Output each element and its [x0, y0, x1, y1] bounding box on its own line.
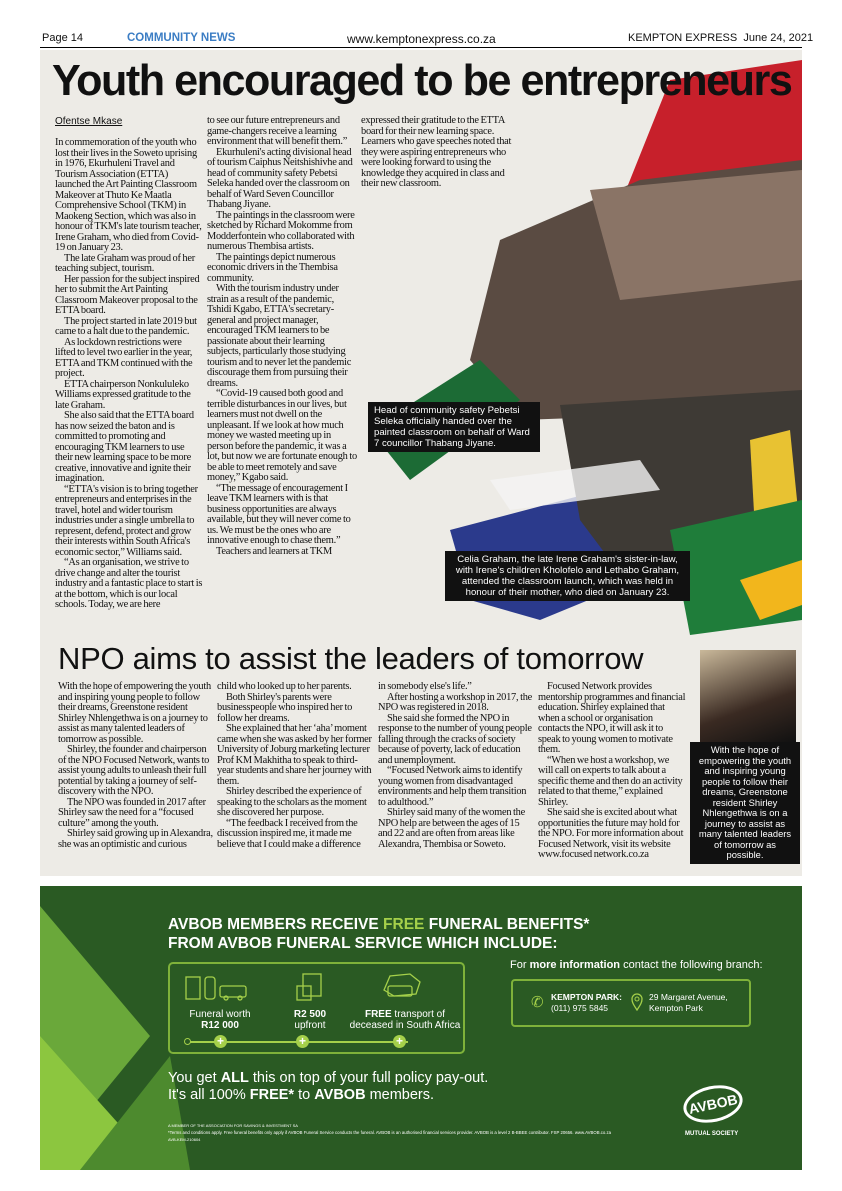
- paragraph: The late Graham was proud of her teaching subject, tourism.: [55, 252, 195, 274]
- avbob-logo: AVBOB: [680, 1080, 746, 1128]
- section-label: COMMUNITY NEWS: [127, 32, 236, 44]
- ad-text: MEMBERS RECEIVE: [227, 916, 379, 933]
- paragraph: Shirley said many of the women the NPO help are between the ages of 15 and 22 and are often from areas like Alexandra, Thembisa or Soweto.: [378, 807, 525, 850]
- paragraph: in somebody else's life.”: [378, 681, 472, 692]
- branch-phone[interactable]: (011) 975 5845: [551, 1003, 609, 1013]
- benefit-text: transport of: [394, 1009, 446, 1020]
- ad-headline: [168, 915, 589, 953]
- ad-text: FROM: [168, 935, 214, 952]
- benefit-text: deceased in South Africa: [349, 1020, 461, 1031]
- phone-icon: ✆: [531, 994, 544, 1011]
- ad-text: contact the following branch:: [623, 959, 763, 971]
- benefit-value: R12 000: [201, 1020, 239, 1031]
- article1-column-3: [361, 116, 516, 190]
- paragraph: “ETTA's vision is to bring together entrepreneurs and enterprises in the travel, hotel and wider tourism industries under a single umbrella to represent, defend, protect and grow their interests within South Africa's economic sector,” Williams said.: [55, 483, 198, 558]
- paragraph: She also said that the ETTA board has now seized the baton and is committed to promoting and encouraging TKM learners to use their new learning space to be more creative, innovative and ignite their imagination.: [55, 410, 194, 484]
- ad-text: FREE*: [249, 1087, 295, 1103]
- paragraph: “When we host a workshop, we will call on experts to talk about a specific theme and then do an activity related to that theme,” explained Shirley.: [538, 754, 683, 808]
- ad-text: FUNERAL SERVICE WHICH INCLUDE:: [276, 935, 558, 952]
- header-rule: [40, 47, 802, 48]
- paper-name-date: [628, 32, 813, 44]
- benefit-value: R2 500: [293, 1009, 327, 1020]
- member-line: A MEMBER OF THE ASSOCIATION FOR SAVINGS & INVESTMENT SA: [168, 1123, 298, 1128]
- paragraph: expressed their gratitude to the ETTA board for their new learning space. Learners who gave speeches noted that they were aspiring entrepreneurs who were looking forward to using the knowledge they acquired in class and their new classroom.: [361, 115, 512, 189]
- timeline-start-dot: [184, 1038, 191, 1045]
- info-heading: [510, 959, 763, 971]
- brand: AVBOB: [217, 935, 273, 952]
- paragraph: Shirley described the experience of speaking to the scholars as the moment she discovered her purpose.: [217, 786, 367, 818]
- paragraph: child who looked up to her parents.: [217, 681, 352, 692]
- paragraph: As lockdown restrictions were lifted to level two earlier in the year, ETTA and TKM continued with the project.: [55, 336, 193, 379]
- paragraph: Shirley, the founder and chairperson of the NPO Focused Network, wants to assist young adults to unleash their full potential by taking a journey of self-discovery with the NPO.: [58, 744, 210, 797]
- ad-text: It's all 100%: [168, 1087, 246, 1103]
- paragraph: The paintings in the classroom were sketched by Richard Mokomme from Modderfontein who collaborated with numerous Thembisa artists.: [207, 209, 355, 252]
- paragraph: The NPO was founded in 2017 after Shirley saw the need for a “focused culture” among the youth.: [58, 796, 206, 829]
- ad-text: members.: [369, 1087, 435, 1103]
- ad-text: more information: [529, 959, 621, 971]
- photo-caption-2: Celia Graham, the late Irene Graham's sister-in-law, with Irene's children Kholofelo and Lethabo Graham, attended the classroom launch, which was held in honour of their mother, who died on January 23.: [445, 551, 690, 601]
- branch-address: [649, 992, 728, 1014]
- article2-column-3: [378, 682, 534, 850]
- paragraph: Both Shirley's parents were businesspeople who inspired her to follow her dreams.: [217, 691, 353, 724]
- paragraph: “As an organisation, we strive to drive change and alter the tourist industry and a fantastic place to start is at the bottom, which is our local schools. Today, we are here: [55, 557, 203, 610]
- paragraph: She said she formed the NPO in response to the number of young people falling through the cracks of society because of poverty, lack of education and unemployment.: [378, 712, 532, 766]
- paragraph: She said she is excited about what opportunities the future may hold for the NPO. For more information about Focused Network, visit its website www.focused network.co.za: [538, 807, 684, 860]
- ad-tagline: [168, 1070, 488, 1104]
- ad-text: For: [510, 959, 527, 971]
- website-link[interactable]: www.kemptonexpress.co.za: [347, 32, 496, 46]
- paragraph: With the hope of empowering the youth and inspiring young people to follow their dreams, Greenstone resident Shirley Nhlengethwa is on a journey to assist as many talented leaders of tomorrow as possible.: [58, 681, 211, 745]
- ad-reference: AVB-KEM-210604: [168, 1137, 201, 1142]
- ad-text: to: [298, 1087, 311, 1103]
- benefit-text: Funeral worth: [189, 1009, 251, 1020]
- benefit-funeral: [180, 1009, 260, 1031]
- paragraph: In commemoration of the youth who lost their lives in the Soweto uprising in 1976, Ekurhuleni Travel and Tourism Association (ETTA) launched the Art Painting Classroom Makeover at Thuto Ke Maatla Comprehensive School (TKM) in Maokeng Section, which was also in honour of TKM's late tourism teacher, Irene Graham, who died from Covid-19 on January 23.: [55, 137, 202, 253]
- avbob-advert[interactable]: [40, 886, 802, 1170]
- branch-name: KEMPTON PARK:: [551, 992, 622, 1002]
- plus-icon: +: [296, 1035, 309, 1048]
- paragraph: Shirley said growing up in Alexandra, she was an optimistic and curious: [58, 828, 213, 850]
- paragraph: With the tourism industry under strain as a result of the pandemic, Tshidi Kgabo, ETTA's secretary-general and project manager, encouraged TKM learners to be passionate about their learning subjects, particularly those studying tourism and to never let the pandemic discourage them from pursuing their dreams.: [207, 283, 352, 389]
- npo-headline: NPO aims to assist the leaders of tomorrow: [58, 641, 644, 676]
- article-headline: Youth encouraged to be entrepreneurs: [52, 56, 792, 105]
- paragraph: Focused Network provides mentorship programmes and financial education. Shirley explained that when a school or organisation contacts the NPO, it will ask it to speak to young women to motivate them.: [538, 681, 686, 755]
- paragraph: “Covid-19 caused both good and terrible disturbances in our lives, but learners must not dwell on the unpleasant. If we look at how much money we wasted meeting up in person before the pandemic, it was a lot, but now we are fortunate enough to be able to meet remotely and save money,” Kgabo said.: [207, 388, 357, 483]
- article1-column-2: [207, 116, 357, 557]
- fine-print: *Terms and conditions apply. Free funeral benefits only apply if AVBOB Funeral Service conducts the funeral. AVBOB is an authorised financial services provider. AVBOB is a level 2 B-BBEE contributor. FSP 20656. www.AVBOB.co.za: [168, 1130, 612, 1135]
- paragraph: After hosting a workshop in 2017, the NPO was registered in 2018.: [378, 691, 533, 713]
- plus-icon: +: [214, 1035, 227, 1048]
- address-line: Kempton Park: [649, 1003, 703, 1013]
- plus-icon: +: [393, 1035, 406, 1048]
- benefit-transport: [346, 1009, 464, 1031]
- location-pin-icon: [631, 993, 643, 1011]
- paragraph: The paintings depict numerous economic drivers in the Thembisa community.: [207, 251, 338, 284]
- photo-caption-1: Head of community safety Pebetsi Seleka officially handed over the painted classroom on behalf of Ward 7 councillor Thabang Jiyane.: [368, 402, 540, 452]
- brand: AVBOB: [314, 1087, 366, 1103]
- paragraph: Her passion for the subject inspired her to submit the Art Painting Classroom Makeover proposal to the ETTA board.: [55, 273, 200, 316]
- article1-column-1: [55, 138, 203, 611]
- benefits-box: [168, 962, 465, 1054]
- paper-name: KEMPTON EXPRESS: [628, 32, 738, 44]
- benefit-text: upfront: [294, 1020, 326, 1031]
- byline: Ofentse Mkase: [55, 116, 123, 127]
- issue-date: June 24, 2021: [743, 32, 814, 44]
- money-icon: [295, 972, 325, 1004]
- paragraph: “Focused Network aims to identify young women from disadvantaged environments and help them transition to adulthood.”: [378, 765, 527, 808]
- ad-text: this on top of your full policy pay-out.: [252, 1070, 489, 1086]
- clipboard-coffin-hearse-icon: [184, 974, 264, 1004]
- paragraph: Teachers and learners at TKM: [216, 545, 333, 557]
- portrait-caption: With the hope of empowering the youth and inspiring young people to follow their dreams, Greenstone resident Shirley Nhlengethwa is on a journey to assist as many talented leaders of tomorrow as possible.: [690, 742, 800, 864]
- paragraph: She explained that her ‘aha’ moment came when she was asked by her former University of Joburg marketing lecturer Prof KM Makhitha to speak to third-year students and share her journey with them.: [217, 723, 372, 787]
- page-number: Page 14: [42, 32, 83, 44]
- ad-text: You get: [168, 1070, 217, 1086]
- branch-contact[interactable]: [551, 992, 622, 1014]
- benefit-upfront: [280, 1009, 340, 1031]
- article2-column-4: [538, 682, 686, 861]
- article2-column-2: [217, 682, 374, 850]
- branch-box: [511, 979, 751, 1027]
- paragraph: Ekurhuleni's acting divisional head of tourism Caiphus Neitshishivhe and head of community safety Pebetsi Seleka handed over the classroom on behalf of Ward Seven Councillor Thabang Jiyane.: [207, 146, 353, 210]
- brand: AVBOB: [168, 916, 223, 933]
- paragraph: ETTA chairperson Nonkululeko Williams expressed gratitude to the late Graham.: [55, 378, 191, 411]
- map-hearse-icon: [380, 970, 425, 1002]
- article2-column-1: [58, 682, 213, 850]
- paragraph: The project started in late 2019 but came to a halt due to the pandemic.: [55, 315, 197, 337]
- portrait-photo: [700, 650, 796, 742]
- ad-text: FUNERAL BENEFITS*: [428, 916, 590, 933]
- avbob-logo-sub: MUTUAL SOCIETY: [685, 1131, 739, 1137]
- ad-free-text: FREE: [383, 916, 425, 933]
- address-line: 29 Margaret Avenue,: [649, 992, 728, 1002]
- ad-fine-print-block: [168, 1122, 668, 1143]
- ad-text: ALL: [220, 1070, 249, 1086]
- paragraph: “The feedback I received from the discussion inspired me, it made me believe that I could make a difference: [217, 817, 361, 850]
- photo-wall: [590, 170, 802, 300]
- paragraph: to see our future entrepreneurs and game-changers receive a learning environment that will benefit them.”: [207, 115, 348, 147]
- paragraph: “The message of encouragement I leave TKM learners with is that business opportunities are always available, but they will never come to us. We must be the ones who are innovative enough to chase them.”: [207, 482, 351, 546]
- benefit-value: FREE: [364, 1009, 392, 1020]
